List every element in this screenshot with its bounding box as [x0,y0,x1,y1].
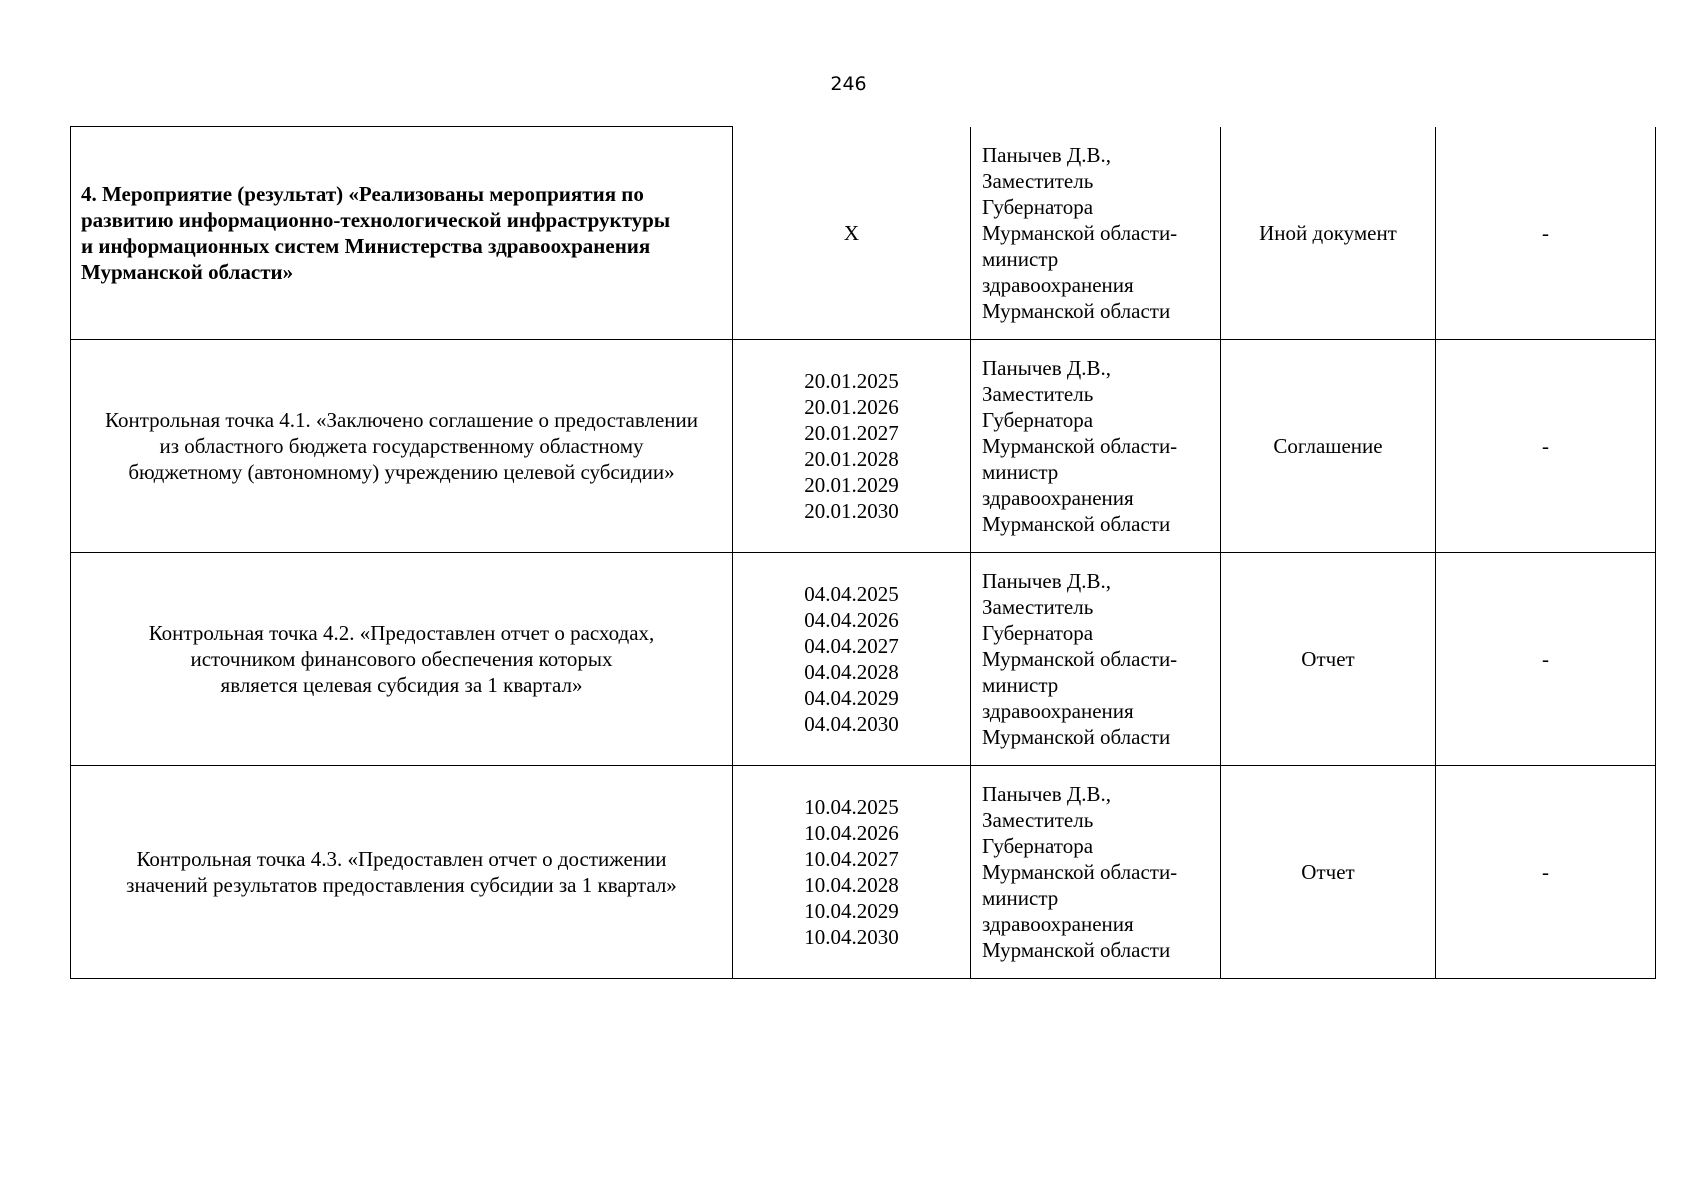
name-cell [71,127,733,340]
responsible-cell [971,127,1221,340]
page-number: 246 [830,73,867,95]
date-line: 20.01.2026 [804,395,899,419]
dates-cell [733,340,971,553]
responsible-line: Заместитель [982,808,1094,832]
date-line: 04.04.2027 [804,634,899,658]
responsible-line: Губернатора [982,408,1094,432]
name-cell [71,766,733,979]
responsible-line: Заместитель [982,168,1094,193]
responsible-line: Панычев Д.В., [982,569,1111,593]
responsible-line: министр [982,886,1059,910]
plan-table [70,126,1656,979]
responsible-line: Губернатора [982,194,1094,219]
name-line: Контрольная точка 4.1. «Заключено соглашение о предоставлении [105,408,698,432]
responsible-line: Мурманской области [982,725,1171,749]
dates-cell [733,766,971,979]
date-line: X [843,220,860,245]
dates-cell [733,553,971,766]
document-type-cell: Отчет [1221,553,1436,766]
responsible-cell [971,766,1221,979]
date-line: 04.04.2029 [804,686,899,710]
responsible-line: Мурманской области- [982,434,1178,458]
date-line: 10.04.2025 [804,795,899,819]
name-line: является целевая субсидия за 1 квартал» [220,673,583,697]
plan-table-body [71,127,1656,979]
name-line: бюджетному (автономному) учреждению целевой субсидии» [128,460,675,484]
responsible-line: Мурманской области [982,512,1171,536]
name-line: Мурманской области» [81,260,294,284]
name-cell [71,553,733,766]
name-line: Контрольная точка 4.2. «Предоставлен отчет о расходах, [148,621,655,645]
name-line: значений результатов предоставления субсидии за 1 квартал» [126,873,677,897]
name-line: источником финансового обеспечения которых [190,647,613,671]
date-line: 10.04.2027 [804,847,899,871]
responsible-line: Панычев Д.В., [982,782,1111,806]
date-line: 04.04.2028 [804,660,899,684]
responsible-line: Заместитель [982,382,1094,406]
control-point-row [71,553,1656,766]
responsible-line: министр [982,246,1059,271]
control-point-row [71,340,1656,553]
responsible-line: здравоохранения [982,486,1134,510]
responsible-line: Мурманской области [982,298,1171,323]
responsible-line: министр [982,460,1059,484]
note-cell: - [1436,553,1656,766]
date-line: 20.01.2027 [804,421,899,445]
control-point-row [71,766,1656,979]
name-line: из областного бюджета государственному областному [159,434,644,458]
date-line: 10.04.2030 [804,925,899,949]
date-line: 04.04.2030 [804,712,899,736]
name-line: развитию информационно-технологической инфраструктуры [81,208,671,232]
responsible-line: здравоохранения [982,699,1134,723]
responsible-line: Мурманской области- [982,220,1178,245]
responsible-cell [971,340,1221,553]
note-cell: - [1436,340,1656,553]
date-line: 04.04.2026 [804,608,899,632]
responsible-line: Панычев Д.В., [982,142,1111,167]
responsible-line: здравоохранения [982,272,1134,297]
date-line: 20.01.2028 [804,447,899,471]
date-line: 20.01.2025 [804,369,899,393]
date-line: 20.01.2029 [804,473,899,497]
responsible-line: Губернатора [982,834,1094,858]
date-line: 04.04.2025 [804,582,899,606]
document-type-cell: Соглашение [1221,340,1436,553]
name-line: и информационных систем Министерства здравоохранения [81,234,651,258]
responsible-line: Мурманской области- [982,860,1178,884]
responsible-line: министр [982,673,1059,697]
document-type-cell: Иной документ [1221,127,1436,340]
event-row [71,127,1656,340]
responsible-cell [971,553,1221,766]
responsible-line: Губернатора [982,621,1094,645]
date-line: 10.04.2028 [804,873,899,897]
document-type-cell: Отчет [1221,766,1436,979]
note-cell: - [1436,766,1656,979]
date-line: 10.04.2029 [804,899,899,923]
name-line: Контрольная точка 4.3. «Предоставлен отчет о достижении [136,847,667,871]
dates-cell [733,127,971,340]
date-line: 20.01.2030 [804,499,899,523]
note-cell: - [1436,127,1656,340]
responsible-line: Мурманской области [982,938,1171,962]
date-line: 10.04.2026 [804,821,899,845]
responsible-line: Заместитель [982,595,1094,619]
name-line: 4. Мероприятие (результат) «Реализованы мероприятия по [81,182,644,206]
responsible-line: Мурманской области- [982,647,1178,671]
responsible-line: Панычев Д.В., [982,356,1111,380]
name-cell [71,340,733,553]
responsible-line: здравоохранения [982,912,1134,936]
